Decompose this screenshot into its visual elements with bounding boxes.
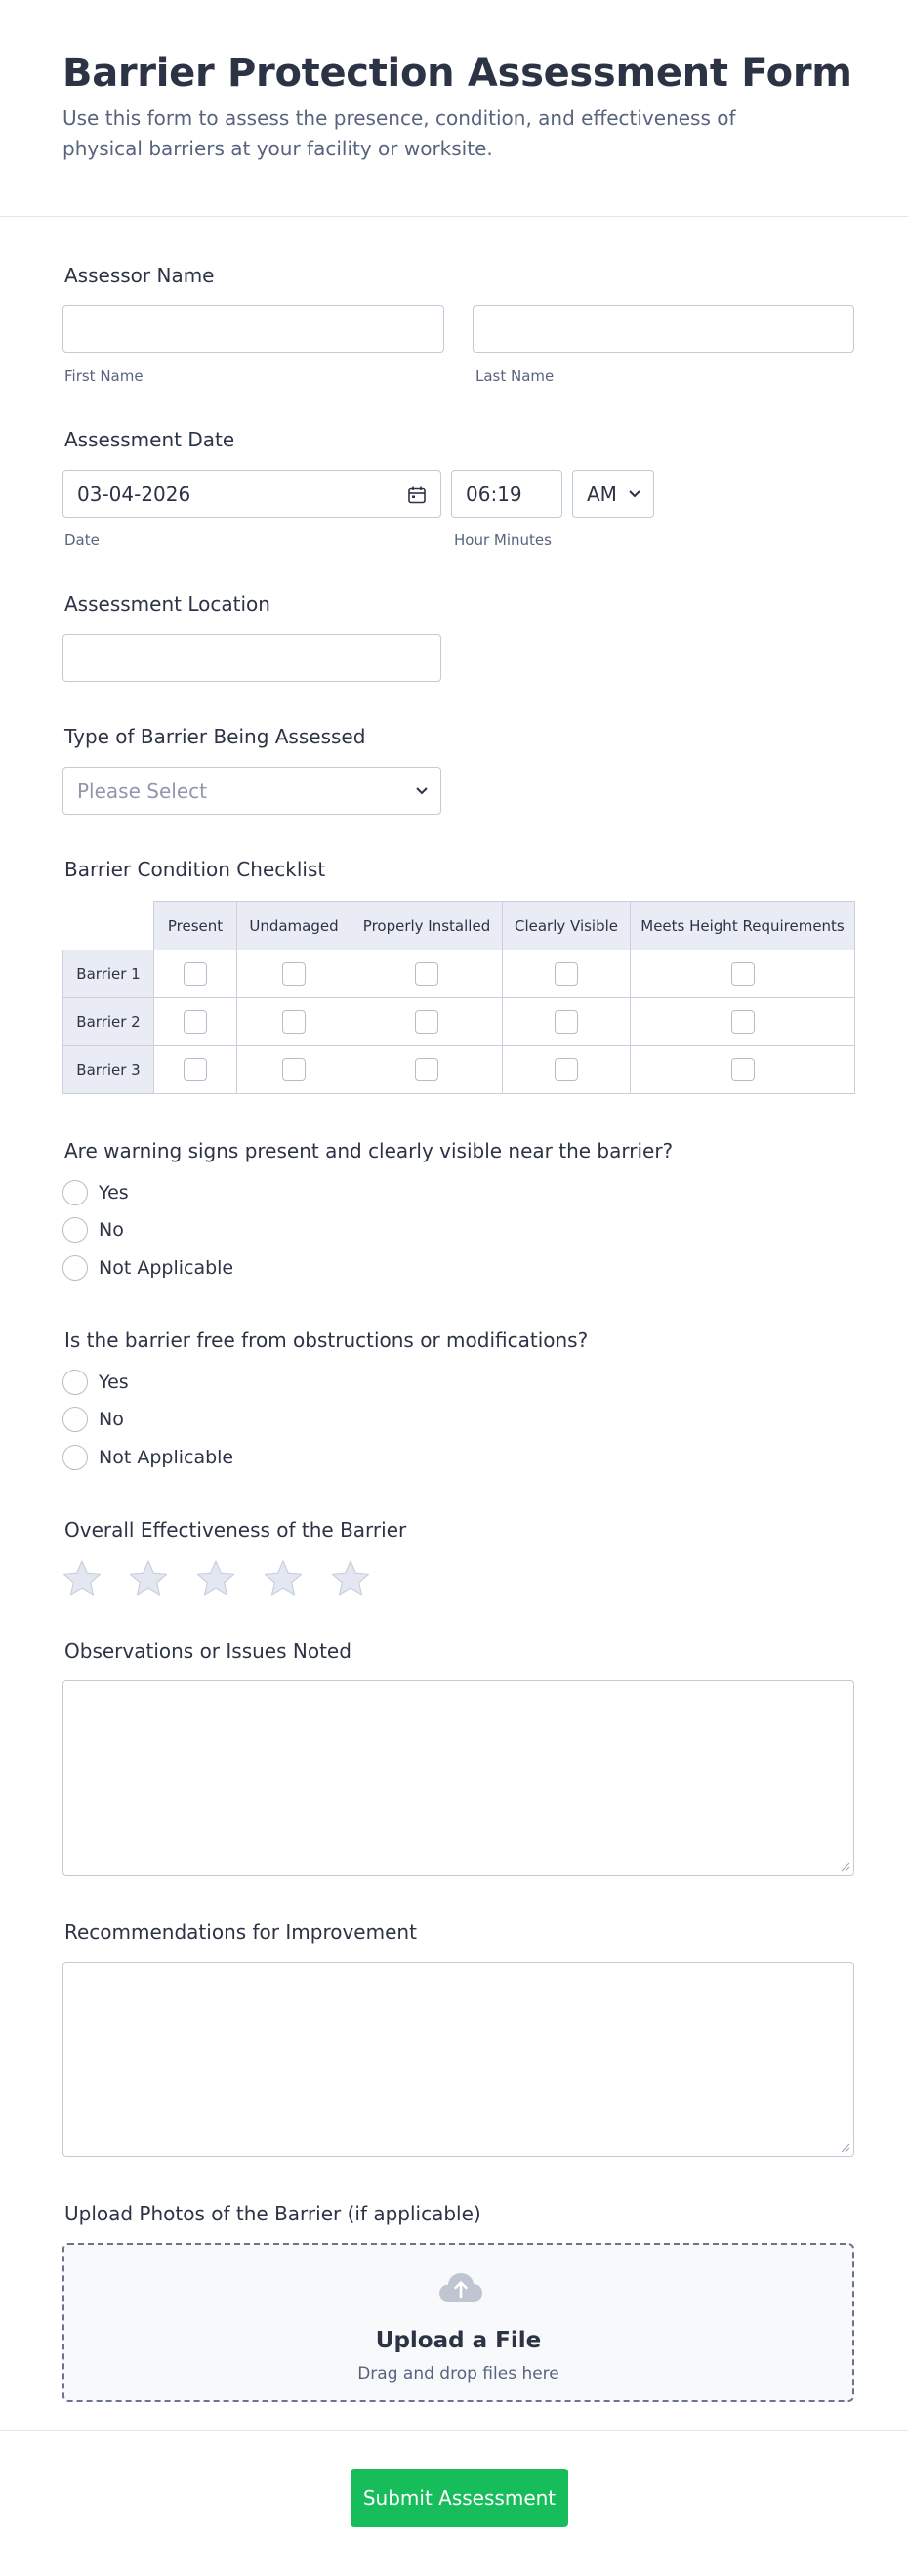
last-name-sublabel: Last Name: [475, 367, 555, 385]
checkbox-present[interactable]: [184, 962, 207, 986]
radio-button[interactable]: [62, 1217, 88, 1243]
checkbox-present[interactable]: [184, 1058, 207, 1081]
ampm-value: AM: [587, 482, 617, 506]
checkbox-properly-installed[interactable]: [415, 962, 438, 986]
form-header: [0, 0, 908, 217]
assessor-name-label: Assessor Name: [64, 264, 215, 287]
radio-label: No: [99, 1409, 124, 1430]
radio-button[interactable]: [62, 1407, 88, 1432]
star-icon[interactable]: [128, 1558, 169, 1599]
checkbox-properly-installed[interactable]: [415, 1010, 438, 1034]
resize-handle-icon[interactable]: [841, 2143, 850, 2153]
recommendations-label: Recommendations for Improvement: [64, 1921, 417, 1944]
checkbox-undamaged[interactable]: [282, 1010, 306, 1034]
upload-title: Upload a File: [375, 2328, 542, 2353]
recommendations-textarea[interactable]: [62, 1962, 854, 2157]
last-name-input[interactable]: [473, 305, 854, 353]
location-input[interactable]: [62, 634, 441, 682]
observations-label: Observations or Issues Noted: [64, 1639, 351, 1663]
checklist-matrix: [62, 901, 855, 1094]
calendar-icon[interactable]: [407, 486, 427, 505]
time-sublabel: Hour Minutes: [454, 531, 552, 549]
submit-button[interactable]: Submit Assessment: [351, 2469, 568, 2527]
assessment-date-label: Assessment Date: [64, 428, 235, 451]
checkbox-clearly-visible[interactable]: [555, 1058, 578, 1081]
file-upload-dropzone[interactable]: [62, 2243, 854, 2402]
radio-label: No: [99, 1219, 124, 1241]
date-value: 03-04-2026: [77, 482, 191, 506]
radio-button[interactable]: [62, 1445, 88, 1470]
checkbox-present[interactable]: [184, 1010, 207, 1034]
barrier-type-select[interactable]: [62, 767, 441, 815]
chevron-down-icon: [415, 786, 429, 796]
radio-button[interactable]: [62, 1255, 88, 1281]
cloud-upload-icon: [436, 2269, 485, 2304]
star-icon[interactable]: [195, 1558, 236, 1599]
checkbox-clearly-visible[interactable]: [555, 962, 578, 986]
chevron-down-icon: [628, 489, 641, 499]
ampm-select[interactable]: [572, 470, 654, 518]
first-name-input[interactable]: [62, 305, 444, 353]
obstructions-label: Is the barrier free from obstructions or modifications?: [64, 1329, 589, 1352]
first-name-sublabel: First Name: [64, 367, 144, 385]
checkbox-properly-installed[interactable]: [415, 1058, 438, 1081]
effectiveness-label: Overall Effectiveness of the Barrier: [64, 1518, 407, 1541]
matrix-col-header: Properly Installed: [351, 902, 503, 950]
time-value: 06:19: [466, 482, 522, 506]
matrix-row-header: Barrier 1: [63, 950, 154, 998]
checkbox-undamaged[interactable]: [282, 1058, 306, 1081]
matrix-row-header: Barrier 2: [63, 998, 154, 1046]
radio-label: Not Applicable: [99, 1447, 234, 1468]
form-subtitle: Use this form to assess the presence, condition, and effectiveness of physical barriers at your facility or worksite.: [62, 106, 736, 160]
upload-subtitle: Drag and drop files here: [357, 2364, 559, 2384]
matrix-col-header: Undamaged: [237, 902, 351, 950]
barrier-type-placeholder: Please Select: [77, 779, 207, 803]
star-icon[interactable]: [330, 1558, 371, 1599]
star-icon[interactable]: [62, 1558, 103, 1599]
upload-label: Upload Photos of the Barrier (if applicable): [64, 2202, 481, 2225]
warning-signs-label: Are warning signs present and clearly visible near the barrier?: [64, 1139, 674, 1162]
checkbox-undamaged[interactable]: [282, 962, 306, 986]
matrix-corner: [63, 902, 154, 950]
form-title: Barrier Protection Assessment Form: [62, 51, 852, 96]
radio-label: Not Applicable: [99, 1257, 234, 1279]
date-input[interactable]: [62, 470, 441, 518]
resize-handle-icon[interactable]: [841, 1862, 850, 1872]
matrix-row-header: Barrier 3: [63, 1046, 154, 1094]
checkbox-meets-height[interactable]: [731, 1058, 755, 1081]
radio-button[interactable]: [62, 1180, 88, 1205]
radio-label: Yes: [99, 1372, 129, 1393]
checkbox-meets-height[interactable]: [731, 962, 755, 986]
radio-label: Yes: [99, 1182, 129, 1204]
form-footer: [0, 2430, 908, 2576]
barrier-type-label: Type of Barrier Being Assessed: [64, 725, 366, 748]
star-icon[interactable]: [263, 1558, 304, 1599]
radio-button[interactable]: [62, 1370, 88, 1395]
checklist-label: Barrier Condition Checklist: [64, 858, 326, 881]
matrix-col-header: Meets Height Requirements: [631, 902, 855, 950]
date-sublabel: Date: [64, 531, 100, 549]
checkbox-meets-height[interactable]: [731, 1010, 755, 1034]
checkbox-clearly-visible[interactable]: [555, 1010, 578, 1034]
observations-textarea[interactable]: [62, 1680, 854, 1876]
time-input[interactable]: [451, 470, 562, 518]
assessment-location-label: Assessment Location: [64, 592, 270, 615]
matrix-col-header: Present: [154, 902, 237, 950]
matrix-col-header: Clearly Visible: [503, 902, 631, 950]
